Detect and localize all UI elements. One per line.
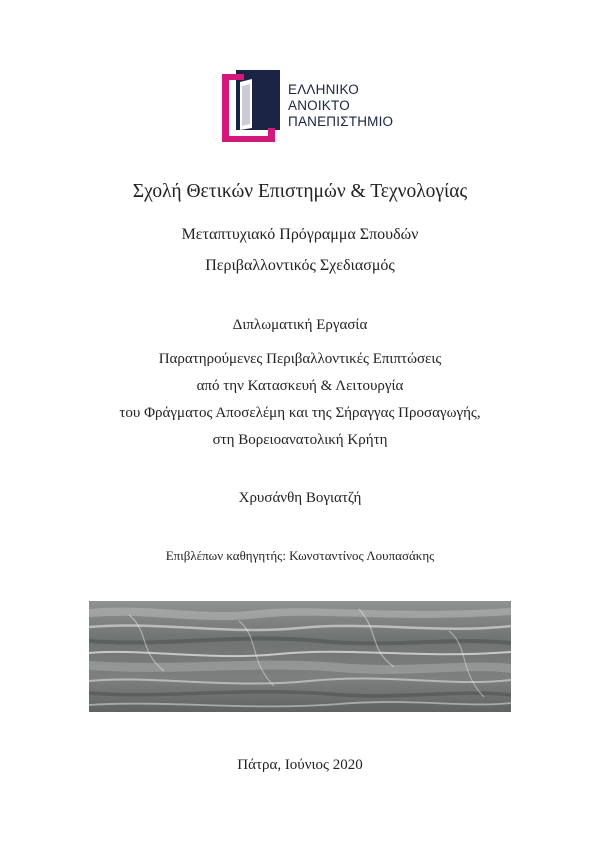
logo-line-3: ΠΑΝΕΠΙΣΤΗΜΙΟ [288, 114, 394, 129]
author-name: Χρυσάνθη Βογιατζή [238, 490, 362, 506]
thesis-title-line-1: Παρατηρούμενες Περιβαλλοντικές Επιπτώσεις [158, 351, 442, 367]
thesis-title-line-3: του Φράγματος Αποσελέμη και της Σήραγγας Προσαγωγής, [119, 405, 481, 421]
rock-strata-image [89, 601, 511, 712]
thesis-title-line-2: από την Κατασκευή & Λειτουργία [196, 378, 404, 394]
thesis-title-line-4: στη Βορειοανατολική Κρήτη [212, 432, 388, 448]
logo-line-1: ΕΛΛΗΝΙΚΟ [288, 82, 359, 97]
place-date: Πάτρα, Ιούνιος 2020 [237, 757, 363, 773]
thesis-label: Διπλωματική Εργασία [232, 317, 368, 333]
university-name [288, 82, 393, 130]
university-logo [222, 70, 422, 146]
specialty-name: Περιβαλλοντικός Σχεδιασμός [205, 257, 395, 274]
program-name: Μεταπτυχιακό Πρόγραμμα Σπουδών [181, 226, 419, 243]
university-logo-icon [222, 70, 284, 142]
logo-line-2: ΑΝΟΙΚΤΟ [288, 98, 350, 113]
school-name: Σχολή Θετικών Επιστημών & Τεχνολογίας [132, 181, 468, 202]
supervisor: Επιβλέπων καθηγητής: Κωνσταντίνος Λουπασάκης [165, 548, 435, 563]
